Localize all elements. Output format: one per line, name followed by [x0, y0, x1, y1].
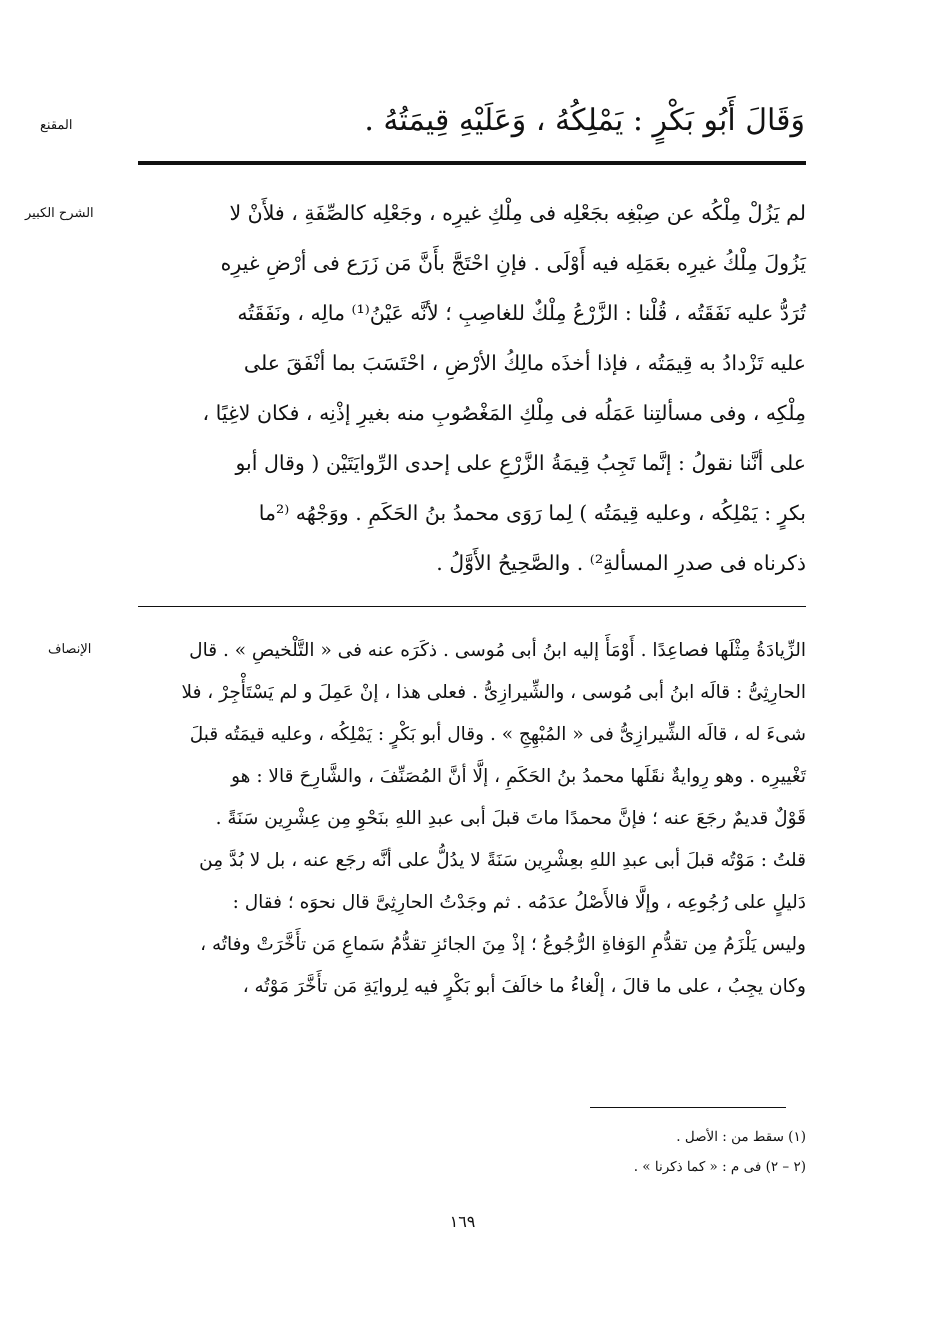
thick-divider: [138, 161, 806, 165]
label-insaf: الإنصاف: [48, 642, 92, 657]
insaf-commentary: [130, 630, 806, 1008]
insaf-line: قَوْلٌ قديمٌ رجَعَ عنه ؛ فإنَّ محمدًا ماتَ قبلَ أبى عبدِ اللهِ بنَحْوِ مِن عِشْرِين سَنَةً .: [215, 808, 806, 829]
sharh-line: لم يَزُلْ مِلْكُه عن صِبْغِه بجَعْلِه فى مِلْكِ غيرِه ، وجَعْلِه كالصِّفَةِ ، فلأَنْ لا: [229, 201, 806, 225]
insaf-line: الزِّيادَةُ مِثْلَها فصاعِدًا . أَوْمَأَ إليه ابنُ أبى مُوسى . ذكَرَه عنه فى « التَّلْخيصِ » . قال: [189, 640, 806, 661]
sharh-line: ذكرناه فى صدرِ المسألةِ²⁾ . والصَّحِيحُ الأَوَّلُ .: [436, 551, 806, 575]
sharh-line: عليه تَزْدادُ به قِيمَتُه ، فإذا أخذَه مالِكُ الأرْضِ ، احْتَسَبَ بما أنْفَقَ على: [243, 351, 806, 375]
insaf-line: دَليلٍ على رُجُوعِه ، وإلَّا فالأَصْلُ عدَمُه . ثم وجَدْتُ الحارِثِىَّ قال نحوَه ؛ فقال :: [232, 892, 806, 913]
label-sharh-kabir: الشرح الكبير: [25, 206, 94, 221]
insaf-line: تَغْييرِه . وهو رِوايةٌ نقَلَها محمدُ بنُ الحَكَمِ ، إلَّا أنَّ المُصَنِّفَ ، والشَّارِحَ قالا : هو: [231, 766, 806, 787]
page-number: ١٦٩: [449, 1212, 476, 1231]
insaf-line: شىءَ له ، قالَه الشِّيرازِىُّ فى « المُبْهِجِ » . وقال أبو بَكْرٍ : يَمْلِكُه ، وعليه قيمَتُه قبلَ: [189, 724, 806, 745]
thin-divider: [138, 606, 806, 607]
insaf-line: وليس يَلْزَمُ مِن تقدُّمِ الوَفاةِ الرُّجُوعُ ؛ إذْ مِنَ الجائزِ تقدُّمُ سَماعِ مَن تأَخَّرَتْ وفاتُه ،: [200, 934, 806, 955]
footnotes: [560, 1122, 806, 1182]
footnote: (١) سقط من : الأصل .: [676, 1129, 806, 1145]
muqni-main-text: وَقَالَ أَبُو بَكْرٍ : يَمْلِكُهُ ، وَعَلَيْهِ قِيمَتُهُ .: [364, 103, 805, 138]
insaf-line: قلتُ : مَوْتُه قبلَ أبى عبدِ اللهِ بعِشْرِين سَنَةً لا يدُلُّ على أنَّه رجَع عنه ، بل لا بُدَّ مِن: [199, 850, 806, 871]
label-muqni: المقنع: [40, 118, 73, 133]
insaf-line: الحارِثِىُّ : قالَه ابنُ أبى مُوسى ، والشِّيرازِىُّ . فعلى هذا ، إنْ عَمِلَ و لم يَسْتَأْجِرْ ، فلا: [181, 682, 806, 703]
sharh-line: يَزُولَ مِلْكُ غيرِه بعَمَلِه فيه أَوْلَى . فإنِ احْتَجَّ بأَنَّ مَن زَرَع فى أرْضِ غيرِه: [220, 251, 806, 275]
footnote: (٢ – ٢) فى م : « كما ذكرنا » .: [633, 1159, 806, 1175]
sharh-line: مِلْكِه ، وفى مسألتِنا عَمَلُه فى مِلْكِ المَغْصُوبِ منه بغيرِ إذْنِه ، فكان لاغِيًا ،: [202, 401, 806, 425]
sharh-line: تُرَدُّ عليه نَفَقَتُه ، قُلْنا : الزَّرْعُ مِلْكٌ للغاصِبِ ؛ لأنَّه عَيْنُ⁽¹⁾ مالِه ، ونَفَقَتُه: [237, 301, 806, 325]
sharh-line: على أنَّنا نقولُ : إنَّما تَجِبُ قِيمَةُ الزَّرْعِ على إحدى الرِّوايَتَيْن ( وقال أبو: [235, 451, 806, 475]
footnote-divider: [590, 1107, 786, 1108]
sharh-line: بكرٍ : يَمْلِكُه ، وعليه قِيمَتُه ) لِما رَوَى محمدُ بنُ الحَكَمِ . ووَجْهُه ⁽²ما: [258, 501, 806, 525]
sharh-commentary: [138, 188, 806, 588]
insaf-line: وكان يجِبُ ، على ما قالَ ، إلْغاءُ ما خالَفَ أبو بَكْرٍ فيه لِروايَةِ مَن تأَخَّرَ مَوْتُه ،: [242, 976, 806, 997]
